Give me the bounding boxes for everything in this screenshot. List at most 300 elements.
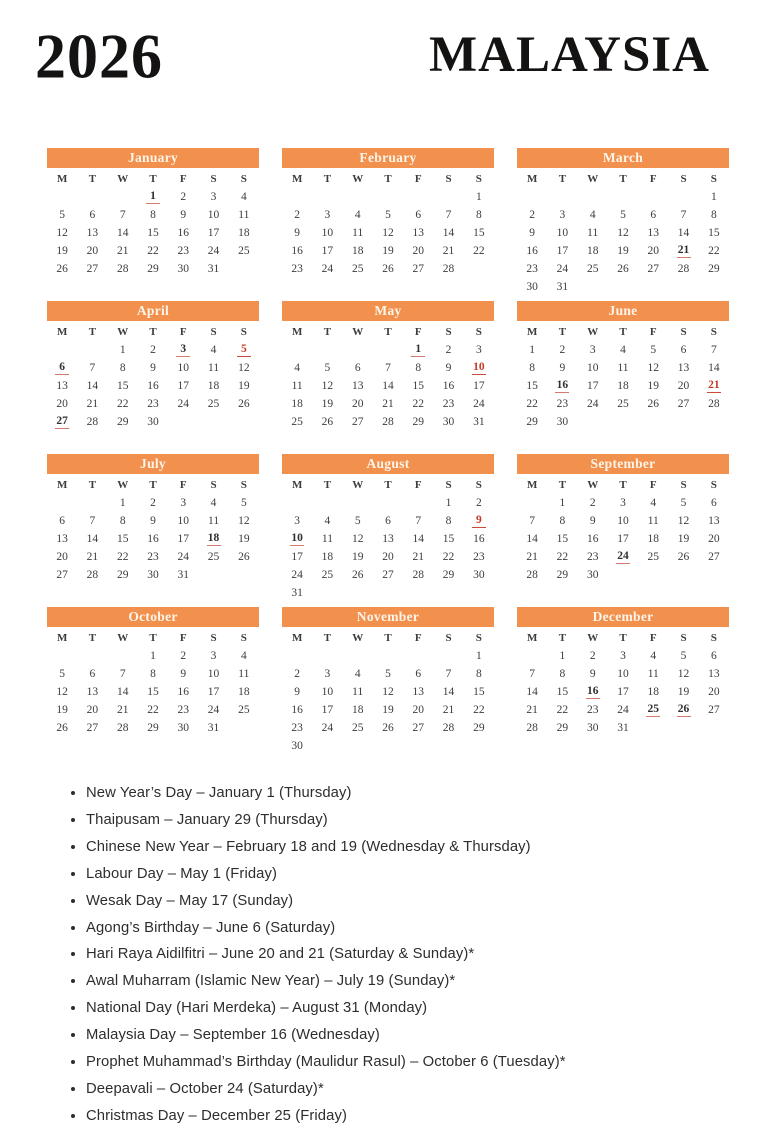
weekday-label: T — [384, 172, 392, 185]
day-cell: 2 — [445, 343, 452, 356]
weekday-label: W — [117, 631, 129, 644]
month-table — [517, 475, 729, 584]
weekday-label: S — [710, 172, 717, 185]
day-cell: 19 — [351, 550, 364, 563]
weekday-label: T — [149, 325, 157, 338]
day-cell: 6 — [354, 361, 361, 374]
weekday-label: W — [117, 478, 129, 491]
day-cell: 27 — [708, 550, 720, 563]
day-cell: 26 — [617, 262, 629, 275]
day-cell: 4 — [354, 208, 361, 221]
day-cell — [47, 188, 77, 206]
day-cell: 16 — [291, 703, 303, 716]
weekday-label: F — [414, 172, 422, 185]
month-table — [282, 169, 494, 278]
day-cell: 3 — [210, 190, 217, 203]
day-cell: 29 — [708, 262, 720, 275]
day-cell: 18 — [207, 379, 220, 392]
holiday-item: • National Day (Hari Merdeka) – August 31 (Monday) — [86, 995, 768, 1022]
day-cell: 13 — [412, 685, 425, 698]
day-cell — [343, 494, 373, 512]
day-cell: 24 — [207, 703, 220, 716]
weekday-label: T — [384, 478, 392, 491]
day-cell: 26 — [238, 550, 250, 563]
day-cell: 23 — [147, 550, 159, 563]
day-cell — [403, 737, 433, 755]
day-cell — [47, 341, 77, 359]
month-title: March — [517, 148, 729, 168]
weekday-label: M — [526, 172, 538, 185]
day-cell: 30 — [177, 262, 190, 275]
day-cell — [229, 719, 259, 737]
holiday-item: • Deepavali – October 24 (Saturday)* — [86, 1076, 768, 1103]
day-cell — [608, 566, 638, 584]
weekday-label: M — [291, 325, 303, 338]
day-cell: 19 — [238, 379, 250, 392]
day-cell: 4 — [294, 361, 301, 374]
day-cell: 30 — [147, 568, 159, 581]
day-cell: 20 — [677, 379, 690, 392]
month-block-april — [47, 301, 259, 454]
day-cell: 12 — [351, 532, 364, 545]
weekday-label: M — [56, 172, 68, 185]
day-cell: 7 — [529, 667, 536, 680]
day-cell: 21 — [86, 550, 99, 563]
day-cell — [373, 737, 403, 755]
day-cell — [699, 719, 729, 737]
day-cell — [464, 584, 494, 602]
day-cell: 18 — [207, 532, 220, 544]
day-cell — [312, 341, 342, 359]
day-cell: 5 — [240, 496, 247, 509]
day-cell — [282, 494, 312, 512]
day-cell: 23 — [291, 262, 303, 275]
day-cell — [282, 647, 312, 665]
day-cell: 27 — [382, 568, 394, 581]
weekday-label: S — [680, 478, 687, 491]
day-cell — [517, 188, 547, 206]
day-cell: 22 — [526, 397, 538, 410]
day-cell: 26 — [351, 568, 364, 581]
day-cell: 29 — [556, 721, 569, 734]
day-cell: 23 — [526, 262, 538, 275]
day-cell: 18 — [617, 379, 629, 392]
day-cell: 7 — [119, 208, 126, 221]
weekday-label: W — [587, 325, 599, 338]
day-cell: 29 — [147, 262, 159, 275]
day-cell: 18 — [647, 685, 660, 698]
day-cell: 5 — [680, 496, 687, 509]
day-cell — [312, 647, 342, 665]
weekday-label: T — [149, 631, 157, 644]
day-cell: 12 — [382, 685, 394, 698]
day-cell: 24 — [586, 397, 599, 410]
day-cell: 15 — [116, 532, 129, 545]
day-cell: 29 — [116, 415, 129, 428]
weekday-label: M — [56, 631, 68, 644]
holiday-item: • Christmas Day – December 25 (Friday) — [86, 1103, 768, 1130]
day-cell: 20 — [86, 703, 99, 716]
day-cell: 17 — [617, 532, 629, 545]
day-cell: 14 — [442, 685, 455, 698]
day-cell: 13 — [412, 226, 425, 239]
day-cell: 9 — [589, 514, 596, 527]
day-cell: 16 — [442, 379, 455, 392]
month-table — [517, 628, 729, 737]
day-cell: 2 — [180, 190, 187, 203]
holidays-section — [68, 780, 768, 1130]
weekday-label: T — [323, 478, 332, 491]
day-cell: 11 — [647, 667, 659, 680]
day-cell: 30 — [147, 415, 159, 428]
holiday-item: • Labour Day – May 1 (Friday) — [86, 861, 768, 888]
day-cell: 6 — [710, 496, 717, 509]
weekday-label: F — [414, 631, 422, 644]
day-cell: 26 — [238, 397, 250, 410]
day-cell: 23 — [473, 550, 485, 563]
day-cell: 15 — [473, 685, 485, 698]
day-cell: 11 — [352, 685, 364, 698]
day-cell: 22 — [116, 550, 129, 563]
day-cell: 10 — [617, 514, 629, 527]
weekday-label: S — [680, 325, 687, 338]
day-cell: 8 — [119, 361, 126, 374]
day-cell: 13 — [86, 226, 99, 239]
day-cell: 24 — [177, 397, 190, 410]
month-title: February — [282, 148, 494, 168]
day-cell: 8 — [529, 361, 536, 374]
day-cell: 20 — [412, 244, 425, 257]
day-cell — [229, 413, 259, 431]
day-cell: 15 — [147, 226, 159, 239]
weekday-label: F — [179, 325, 187, 338]
month-title: October — [47, 607, 259, 627]
day-cell: 25 — [617, 397, 629, 410]
weekday-label: W — [352, 325, 364, 338]
day-cell: 11 — [617, 361, 629, 374]
day-cell: 3 — [180, 496, 187, 509]
day-cell: 28 — [382, 415, 394, 428]
weekday-label: S — [710, 478, 717, 491]
day-cell: 15 — [556, 532, 569, 545]
day-cell: 23 — [442, 397, 455, 410]
holiday-item: • Prophet Muhammad’s Birthday (Maulidur Rasul) – October 6 (Tuesday)* — [86, 1049, 768, 1076]
day-cell: 21 — [382, 397, 394, 410]
day-cell: 15 — [708, 226, 720, 239]
weekday-label: F — [414, 478, 422, 491]
day-cell: 13 — [708, 667, 720, 680]
weekday-label: M — [291, 172, 303, 185]
day-cell: 6 — [89, 667, 96, 680]
weekday-label: S — [210, 172, 217, 185]
day-cell: 25 — [647, 550, 660, 563]
day-cell: 11 — [321, 532, 333, 545]
day-cell: 4 — [210, 343, 217, 356]
day-cell: 10 — [207, 208, 220, 221]
day-cell: 26 — [647, 397, 660, 410]
day-cell: 1 — [445, 496, 452, 509]
day-cell: 6 — [47, 359, 77, 377]
day-cell: 27 — [708, 703, 720, 716]
day-cell: 8 — [415, 361, 422, 374]
day-cell: 3 — [589, 343, 596, 356]
weekday-label: S — [710, 631, 717, 644]
day-cell: 1 — [559, 496, 566, 509]
day-cell: 5 — [354, 514, 361, 527]
month-title: August — [282, 454, 494, 474]
day-cell: 29 — [442, 568, 455, 581]
day-cell: 17 — [177, 379, 190, 392]
day-cell: 1 — [119, 496, 126, 509]
day-cell: 19 — [321, 397, 334, 410]
day-cell: 11 — [208, 361, 220, 374]
month-title: September — [517, 454, 729, 474]
day-cell — [77, 188, 107, 206]
day-cell: 16 — [556, 379, 569, 391]
day-cell: 10 — [586, 361, 599, 374]
day-cell: 24 — [556, 262, 569, 275]
day-cell: 1 — [119, 343, 126, 356]
day-cell — [638, 566, 668, 584]
day-cell: 1 — [475, 190, 482, 203]
day-cell: 16 — [586, 685, 599, 697]
day-cell: 12 — [238, 514, 250, 527]
weekday-label: T — [323, 631, 332, 644]
day-cell: 7 — [445, 208, 452, 221]
day-cell — [343, 647, 373, 665]
day-cell: 28 — [526, 721, 538, 734]
weekday-label: S — [240, 631, 247, 644]
weekday-label: F — [649, 478, 657, 491]
day-cell: 18 — [586, 244, 599, 257]
month-block-december — [517, 607, 729, 760]
day-cell: 26 — [677, 703, 690, 715]
day-cell — [373, 341, 403, 359]
holiday-item: • Agong’s Birthday – June 6 (Saturday) — [86, 915, 768, 942]
day-cell: 27 — [412, 262, 425, 275]
country-title: MALAYSIA — [428, 27, 710, 83]
month-block-march — [517, 148, 729, 301]
day-cell: 9 — [294, 685, 301, 698]
day-cell — [638, 188, 668, 206]
day-cell: 26 — [56, 262, 68, 275]
day-cell: 4 — [650, 496, 657, 509]
day-cell: 27 — [677, 397, 690, 410]
day-cell: 4 — [324, 514, 331, 527]
day-cell: 23 — [586, 550, 599, 563]
day-cell: 19 — [56, 244, 68, 257]
month-block-november — [282, 607, 494, 760]
day-cell: 14 — [526, 532, 538, 545]
day-cell: 7 — [385, 361, 391, 374]
day-cell: 18 — [647, 532, 660, 545]
day-cell: 28 — [677, 262, 690, 275]
day-cell: 19 — [677, 685, 690, 698]
day-cell: 23 — [147, 397, 159, 410]
day-cell: 17 — [207, 226, 220, 239]
day-cell — [464, 260, 494, 278]
day-cell: 9 — [559, 361, 566, 374]
day-cell: 9 — [294, 226, 301, 239]
month-title: November — [282, 607, 494, 627]
day-cell: 6 — [650, 208, 657, 221]
weekday-label: T — [88, 478, 97, 491]
day-cell: 23 — [177, 703, 190, 716]
month-block-september — [517, 454, 729, 607]
day-cell: 13 — [351, 379, 364, 392]
day-cell: 2 — [294, 208, 301, 221]
month-block-august — [282, 454, 494, 607]
day-cell: 9 — [589, 667, 596, 680]
day-cell: 24 — [321, 262, 334, 275]
weekday-label: S — [445, 325, 452, 338]
weekday-label: W — [117, 172, 129, 185]
day-cell: 19 — [56, 703, 68, 716]
day-cell: 1 — [150, 649, 156, 662]
weekday-label: W — [587, 478, 599, 491]
day-cell: 30 — [177, 721, 190, 734]
day-cell: 22 — [473, 703, 485, 716]
day-cell — [343, 737, 373, 755]
day-cell — [433, 647, 463, 665]
day-cell: 13 — [677, 361, 690, 374]
day-cell: 26 — [56, 721, 68, 734]
day-cell: 13 — [86, 685, 99, 698]
day-cell: 17 — [321, 244, 334, 257]
day-cell: 10 — [177, 361, 190, 374]
day-cell: 11 — [587, 226, 599, 239]
weekday-label: T — [88, 325, 97, 338]
day-cell: 9 — [529, 226, 536, 239]
weekday-label: T — [558, 325, 567, 338]
day-cell: 20 — [56, 397, 68, 410]
weekday-label: T — [558, 631, 567, 644]
day-cell: 25 — [207, 397, 220, 410]
day-cell — [608, 188, 638, 206]
day-cell: 4 — [589, 208, 596, 221]
day-cell — [403, 188, 433, 206]
day-cell: 8 — [445, 514, 452, 527]
day-cell: 2 — [589, 649, 596, 662]
day-cell: 21 — [412, 550, 425, 563]
day-cell: 19 — [647, 379, 660, 392]
weekday-label: W — [587, 631, 599, 644]
day-cell: 21 — [86, 397, 99, 410]
weekday-label: F — [649, 325, 657, 338]
day-cell: 12 — [56, 685, 68, 698]
day-cell: 7 — [445, 667, 452, 680]
day-cell — [699, 413, 729, 431]
weekday-label: T — [619, 172, 627, 185]
day-cell: 7 — [89, 361, 96, 374]
day-cell: 25 — [647, 703, 660, 715]
day-cell — [77, 494, 107, 512]
month-title: December — [517, 607, 729, 627]
day-cell: 21 — [116, 703, 129, 716]
day-cell — [578, 278, 608, 296]
day-cell — [517, 647, 547, 665]
day-cell: 28 — [86, 415, 99, 428]
day-cell: 11 — [238, 208, 250, 221]
weekday-label: S — [710, 325, 717, 338]
day-cell: 28 — [708, 397, 720, 410]
weekday-label: F — [414, 325, 422, 338]
day-cell: 1 — [138, 188, 168, 206]
month-title: April — [47, 301, 259, 321]
day-cell — [198, 413, 228, 431]
day-cell — [433, 737, 463, 755]
day-cell — [403, 647, 433, 665]
month-title: May — [282, 301, 494, 321]
day-cell: 22 — [442, 550, 455, 563]
month-table — [517, 169, 729, 296]
holiday-item: • Awal Muharram (Islamic New Year) – July 19 (Sunday)* — [86, 968, 768, 995]
day-cell — [373, 494, 403, 512]
day-cell: 30 — [526, 280, 538, 293]
holiday-item: • New Year’s Day – January 1 (Thursday) — [86, 780, 768, 807]
day-cell: 27 — [351, 415, 364, 428]
day-cell: 18 — [351, 244, 364, 257]
day-cell — [229, 260, 259, 278]
month-table — [47, 628, 259, 737]
day-cell: 17 — [177, 532, 190, 545]
day-cell: 8 — [559, 667, 566, 680]
day-cell: 25 — [291, 415, 303, 428]
day-cell: 22 — [147, 244, 159, 257]
weekday-label: W — [587, 172, 599, 185]
day-cell: 27 — [86, 721, 99, 734]
weekday-label: T — [88, 631, 97, 644]
day-cell: 31 — [207, 262, 220, 275]
day-cell: 28 — [116, 262, 129, 275]
day-cell: 3 — [620, 496, 626, 509]
day-cell — [282, 341, 312, 359]
day-cell: 29 — [147, 721, 159, 734]
day-cell: 10 — [177, 514, 190, 527]
day-cell: 6 — [710, 649, 717, 662]
holiday-item: • Chinese New Year – February 18 and 19 (Wednesday & Thursday) — [86, 834, 768, 861]
day-cell: 4 — [240, 190, 247, 203]
day-cell: 24 — [177, 550, 190, 563]
day-cell: 15 — [147, 685, 159, 698]
holidays-list — [68, 780, 768, 1130]
day-cell — [608, 413, 638, 431]
weekday-label: S — [240, 325, 247, 338]
day-cell: 6 — [415, 208, 422, 221]
day-cell: 12 — [677, 514, 690, 527]
day-cell: 26 — [677, 550, 690, 563]
day-cell: 16 — [147, 532, 159, 545]
weekday-label: S — [680, 172, 687, 185]
day-cell: 19 — [617, 244, 629, 257]
month-block-may — [282, 301, 494, 454]
day-cell: 17 — [586, 379, 599, 392]
day-cell: 12 — [238, 361, 250, 374]
day-cell: 12 — [617, 226, 629, 239]
day-cell: 10 — [473, 361, 485, 373]
day-cell: 16 — [473, 532, 485, 545]
day-cell: 18 — [238, 685, 250, 698]
day-cell: 11 — [352, 226, 364, 239]
day-cell: 25 — [238, 244, 250, 257]
day-cell: 28 — [526, 568, 538, 581]
day-cell: 8 — [710, 208, 717, 221]
day-cell: 22 — [473, 244, 485, 257]
day-cell — [312, 584, 342, 602]
day-cell — [638, 278, 668, 296]
day-cell: 21 — [116, 244, 129, 257]
day-cell: 27 — [56, 568, 68, 581]
